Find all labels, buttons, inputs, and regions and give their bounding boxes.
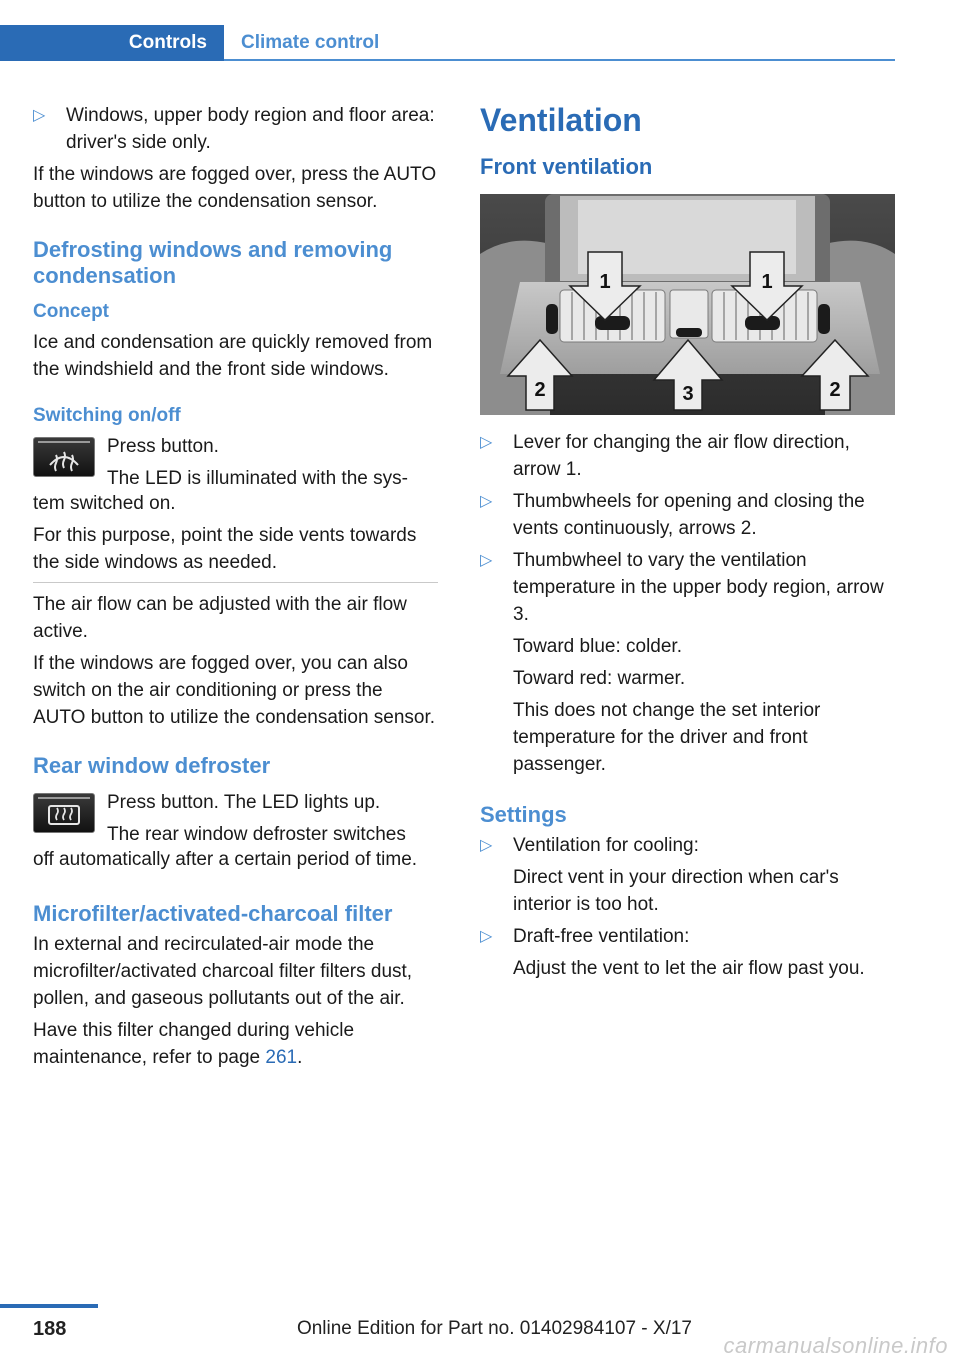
page-link[interactable]: 261: [265, 1047, 298, 1068]
header-tabs: [0, 25, 895, 61]
bullet-triangle-icon: ▷: [480, 493, 493, 510]
figure-label: 1: [599, 271, 611, 293]
divider: [33, 582, 438, 583]
paragraph: This does not change the set interior temperature for the driver and front passenger.: [513, 700, 821, 775]
paragraph: Press button.: [107, 436, 219, 457]
page-number: 188: [33, 1318, 67, 1340]
paragraph: Toward blue: colder.: [513, 636, 682, 657]
list-item: ▷ Lever for changing the air flow direction, arrow 1.: [480, 429, 895, 483]
bullet-triangle-icon: ▷: [480, 837, 493, 854]
heading-ventilation: Ventilation: [480, 102, 642, 138]
left-column: [33, 102, 438, 1076]
paragraph: Press button. The LED lights up.: [107, 792, 381, 813]
figure-label: 2: [534, 379, 546, 401]
list-item: ▷ Windows, upper body region and floor area: driver's side only.: [33, 102, 438, 156]
paragraph: If the windows are fogged over, press the AUTO button to utilize the condensation sensor.: [33, 164, 437, 212]
list-item: ▷ Draft-free ventilation:: [480, 923, 895, 950]
paragraph: For this purpose, point the side vents towards the side windows as needed.: [33, 525, 417, 573]
list-item: ▷ Thumbwheel to vary the ventilation temperature in the upper body region, arrow 3.: [480, 547, 895, 628]
bullet-triangle-icon: ▷: [33, 107, 46, 124]
right-column: [480, 102, 895, 987]
tab-climate-control[interactable]: Climate control: [241, 32, 380, 53]
bullet-triangle-icon: ▷: [480, 552, 493, 569]
windshield-defrost-icon: [33, 437, 95, 477]
front-ventilation-figure: [480, 194, 895, 415]
paragraph: Toward red: warmer.: [513, 668, 686, 689]
figure-label: 2: [829, 379, 841, 401]
paragraph-rear-off-end: off automatically after a certain period of time.: [33, 849, 418, 870]
header-rule: [224, 59, 895, 61]
paragraph-change-filter: Have this filter changed during vehicle maintenance, refer to page 261.: [33, 1020, 355, 1068]
watermark: carmanualsonline.info: [723, 1333, 948, 1358]
defrost-button-row: [33, 433, 438, 492]
paragraph: Ice and condensation are quickly removed from the windshield and the front side windows.: [33, 332, 433, 380]
heading-concept: Concept: [33, 301, 109, 322]
paragraph: In external and recirculated-air mode the microfilter/activated charcoal filter filters dust, pollen, and gaseous pollutants out of the air.: [33, 934, 413, 1009]
heading-rear-defroster: Rear window defroster: [33, 753, 271, 778]
bullet-triangle-icon: ▷: [480, 434, 493, 451]
paragraph-rear-off-start: The rear window defroster switches: [107, 824, 406, 845]
rear-defrost-button-row: [33, 789, 438, 848]
figure-label: 3: [682, 383, 694, 405]
paragraph-led-start: The LED is illuminated with the sys-: [107, 468, 408, 489]
tab-controls[interactable]: Controls: [0, 25, 224, 61]
footer-rule: [0, 1304, 98, 1308]
heading-filter: Microfilter/activated-charcoal filter: [33, 901, 393, 926]
paragraph: The air flow can be adjusted with the air flow active.: [33, 594, 407, 642]
list-item: ▷ Ventilation for cooling:: [480, 832, 895, 859]
heading-settings: Settings: [480, 802, 567, 827]
heading-front-ventilation: Front ventilation: [480, 154, 653, 179]
edition-note: Online Edition for Part no. 01402984107 - X/17: [296, 1318, 692, 1339]
paragraph: Direct vent in your direction when car's interior is too hot.: [513, 867, 839, 915]
paragraph: Adjust the vent to let the air flow past you.: [513, 958, 865, 979]
figure-label: 1: [761, 271, 773, 293]
paragraph: If the windows are fogged over, you can also switch on the air conditioning or press the AUTO button to utilize the condensation sensor.: [33, 653, 436, 728]
list-item: ▷ Thumbwheels for opening and closing the vents continuously, arrows 2.: [480, 488, 895, 542]
heading-switching: Switching on/off: [33, 405, 181, 426]
heading-defrosting: Defrosting windows and removing condensation: [33, 237, 393, 288]
bullet-triangle-icon: ▷: [480, 928, 493, 945]
rear-window-defrost-icon: [33, 793, 95, 833]
paragraph-led-end: tem switched on.: [33, 493, 176, 514]
